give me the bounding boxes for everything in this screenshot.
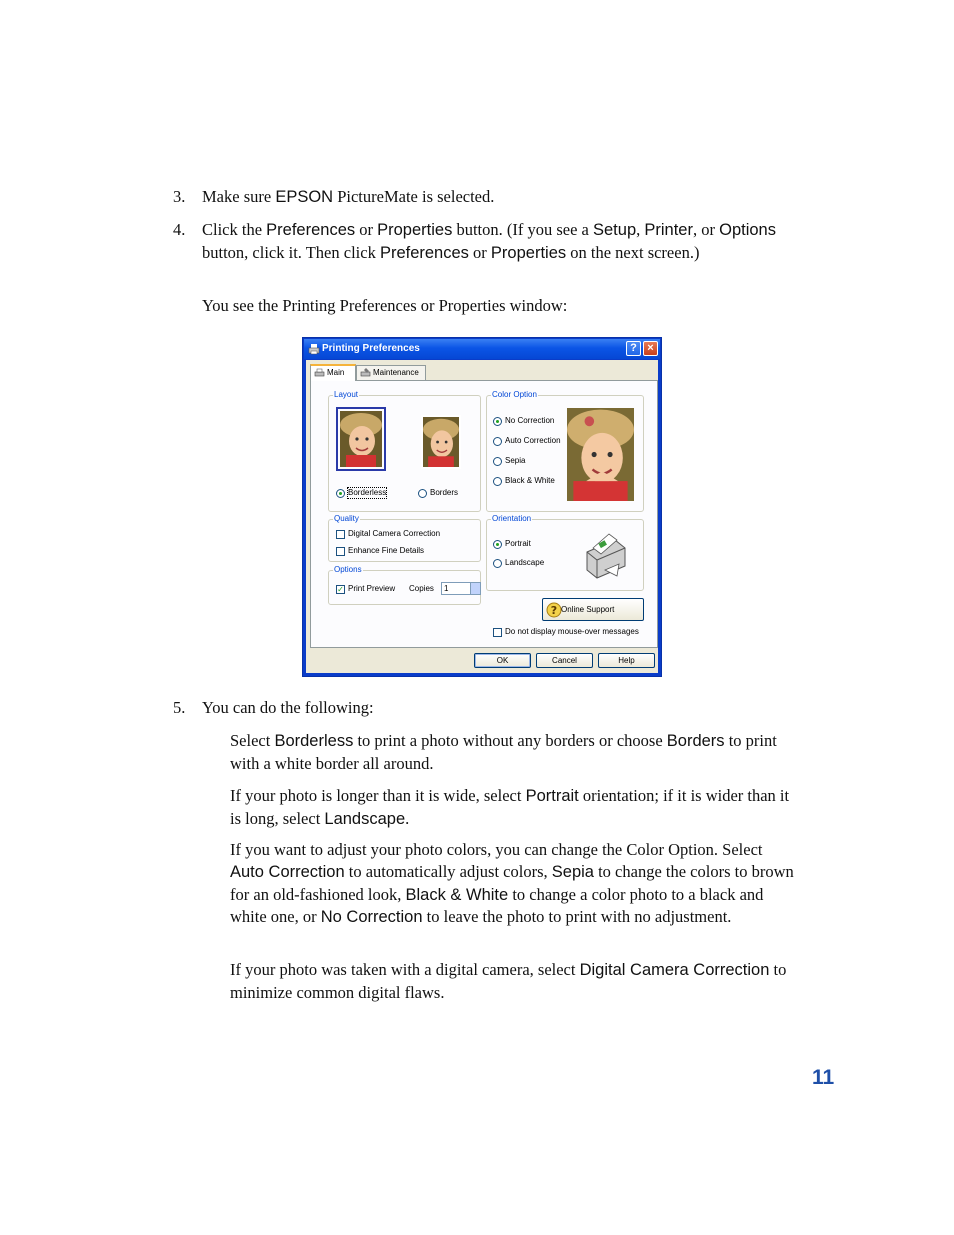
landscape-label: Landscape xyxy=(505,558,545,567)
ui-term: Digital Camera Correction xyxy=(579,961,770,979)
borderless-paragraph xyxy=(230,730,795,775)
auto-correction-radio[interactable] xyxy=(493,437,502,446)
borderless-preview[interactable] xyxy=(336,407,386,471)
step-number: 3. xyxy=(173,187,186,206)
text: orientation; if it is wider than it is long, select xyxy=(230,786,790,828)
step-4 xyxy=(173,219,793,264)
ui-term: Properties xyxy=(377,221,453,239)
layout-group xyxy=(328,390,481,512)
tab-maintenance[interactable] xyxy=(356,365,426,380)
text: Click the xyxy=(202,220,267,239)
result-text: You see the Printing Preferences or Properties window: xyxy=(202,296,568,315)
no-correction-label: No Correction xyxy=(505,416,555,425)
text: to print a photo without any borders or choose xyxy=(353,731,667,750)
page-number: 11 xyxy=(812,1066,835,1089)
text: to change the colors to brown for an old-fashioned look, xyxy=(230,861,794,904)
print-preview-checkbox[interactable]: ✓ xyxy=(337,585,344,594)
text: button, click it. Then click xyxy=(202,242,380,262)
text: Make sure xyxy=(202,187,276,206)
enhance-fine-details-label: Enhance Fine Details xyxy=(348,546,425,555)
auto-correction-label: Auto Correction xyxy=(505,436,561,445)
copies-value: 1 xyxy=(444,584,449,593)
text: to automatically adjust colors, xyxy=(344,861,552,881)
text: or xyxy=(468,242,491,262)
digital-camera-correction-checkbox[interactable] xyxy=(336,530,345,539)
mouseover-label: Do not display mouse-over messages xyxy=(505,627,639,636)
ui-term: Preferences xyxy=(266,221,356,239)
child-photo-borders xyxy=(423,417,459,467)
printing-preferences-dialog xyxy=(302,337,662,677)
group-label: Orientation xyxy=(492,514,532,523)
title-help-button[interactable]: ? xyxy=(626,341,641,356)
ui-term: EPSON xyxy=(275,188,334,206)
text: Select xyxy=(230,731,275,750)
text: PictureMate is selected. xyxy=(333,187,495,206)
quality-group xyxy=(328,514,481,562)
black-white-radio[interactable] xyxy=(493,477,502,486)
text: to minimize common digital flaws. xyxy=(230,960,787,1002)
printer-icon xyxy=(314,368,325,378)
ui-term: Printer xyxy=(644,221,693,239)
step-5 xyxy=(173,697,793,719)
spinner-arrows-icon[interactable] xyxy=(470,583,480,594)
ui-term: Black & White xyxy=(405,885,509,904)
ui-term: Sepia xyxy=(551,862,594,881)
landscape-radio[interactable] xyxy=(493,559,502,568)
ui-term: Borders xyxy=(666,732,725,750)
tab-label: Main xyxy=(327,368,345,377)
text: If your photo was taken with a digital camera, select xyxy=(230,960,580,979)
step-3 xyxy=(173,186,793,209)
online-support-label: Online Support xyxy=(561,605,615,614)
printer-orientation-icon xyxy=(579,530,629,582)
color-option-group xyxy=(486,390,644,512)
mouseover-checkbox[interactable] xyxy=(493,628,502,637)
text: to leave the photo to print with no adjustment. xyxy=(422,907,732,927)
portrait-label: Portrait xyxy=(505,539,531,548)
color-paragraph xyxy=(230,839,795,929)
ui-term: Preferences xyxy=(379,243,469,262)
step-number: 4. xyxy=(173,220,186,239)
digital-camera-correction-label: Digital Camera Correction xyxy=(348,529,441,538)
print-preview-label: Print Preview xyxy=(348,584,396,593)
enhance-fine-details-checkbox[interactable] xyxy=(336,547,345,556)
text: or xyxy=(355,220,378,239)
text: to print with a white border all around. xyxy=(230,731,777,773)
orientation-group xyxy=(486,514,644,591)
orientation-paragraph xyxy=(230,785,795,831)
group-label: Options xyxy=(334,565,362,574)
main-tab-panel xyxy=(310,380,658,648)
sepia-radio[interactable] xyxy=(493,457,502,466)
copies-label: Copies xyxy=(409,584,434,593)
options-group xyxy=(328,565,481,605)
online-support-button[interactable] xyxy=(542,598,644,621)
text: If your photo is longer than it is wide, select xyxy=(230,786,526,805)
text: on the next screen.) xyxy=(566,242,700,262)
color-preview-photo xyxy=(567,408,634,501)
sepia-label: Sepia xyxy=(505,456,526,465)
borderless-label: Borderless xyxy=(348,488,387,497)
text: , or xyxy=(692,220,720,239)
ok-button[interactable]: OK xyxy=(474,653,531,668)
tab-main[interactable] xyxy=(310,364,356,381)
group-label: Color Option xyxy=(492,390,537,399)
borders-label: Borders xyxy=(430,488,459,497)
ui-term: No Correction xyxy=(320,908,423,927)
child-photo-borderless xyxy=(340,411,382,467)
help-question-icon xyxy=(546,602,562,618)
ui-term: Borderless xyxy=(274,732,354,750)
borders-radio[interactable] xyxy=(418,489,427,498)
text: If you want to adjust your photo colors, you can change the Color Option. Select xyxy=(230,840,763,859)
group-label: Quality xyxy=(334,514,359,523)
dialog-client xyxy=(306,360,658,673)
step-number: 5. xyxy=(173,698,186,717)
help-button[interactable]: Help xyxy=(598,653,655,668)
maintenance-icon xyxy=(360,368,371,378)
digital-camera-paragraph xyxy=(230,959,795,1004)
ui-term: Landscape xyxy=(324,809,406,828)
dialog-title: Printing Preferences xyxy=(322,343,420,354)
step-text: You can do the following: xyxy=(202,698,374,717)
portrait-radio[interactable] xyxy=(493,540,502,549)
text: button. (If you see a xyxy=(452,220,593,239)
ui-term: Setup xyxy=(593,221,637,239)
borderless-radio[interactable] xyxy=(336,489,345,498)
printer-icon xyxy=(308,343,320,355)
title-close-button[interactable]: × xyxy=(643,341,658,356)
ui-term: Auto Correction xyxy=(230,862,345,881)
tab-label: Maintenance xyxy=(373,368,419,377)
dialog-title-bar xyxy=(304,339,660,359)
step-4-result xyxy=(173,295,793,317)
no-correction-radio[interactable] xyxy=(493,417,502,426)
ui-term: Properties xyxy=(490,243,567,262)
group-label: Layout xyxy=(334,390,359,399)
borders-preview[interactable] xyxy=(421,415,461,469)
ui-term: Options xyxy=(719,221,776,239)
text: . xyxy=(405,808,410,828)
black-white-label: Black & White xyxy=(505,476,555,485)
cancel-button[interactable]: Cancel xyxy=(536,653,593,668)
text: , xyxy=(636,220,645,239)
copies-spinner[interactable] xyxy=(441,582,481,595)
svg-text:?: ? xyxy=(550,604,558,617)
ui-term: Portrait xyxy=(525,787,579,805)
text: to change a color photo to a black and white one, or xyxy=(230,884,764,927)
